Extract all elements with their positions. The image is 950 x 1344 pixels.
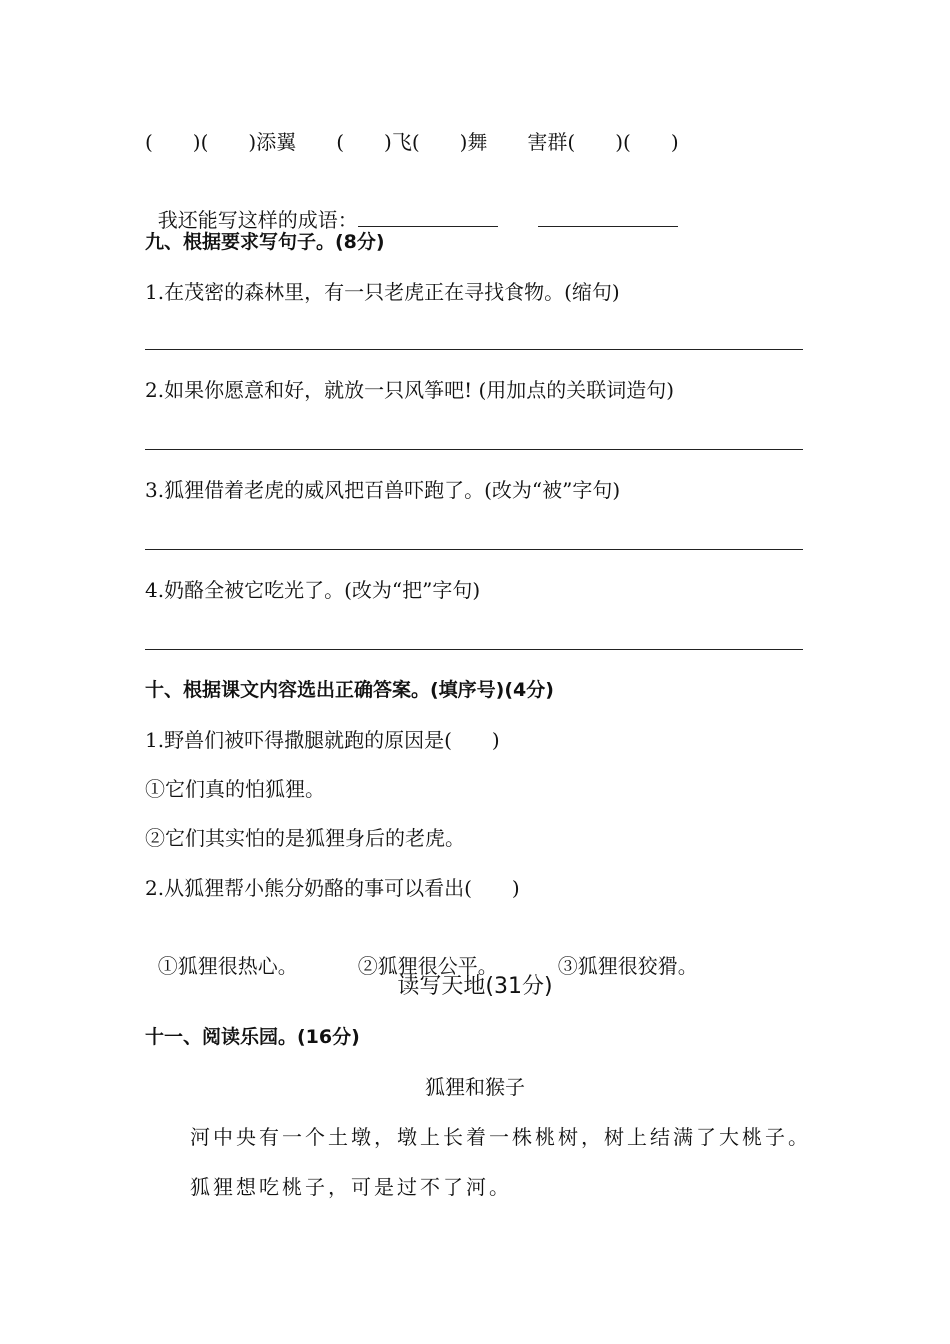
- part-title: 读写天地(31分): [397, 974, 553, 999]
- s10-q2-option-1: ①狐狸很热心。: [157, 954, 298, 978]
- story-paragraph-1: 河中央有一个土墩，墩上长着一株桃树，树上结满了大桃子。: [190, 1125, 811, 1149]
- s9-question-4: 4.奶酪全被它吃光了。(改为“把”字句): [145, 578, 481, 602]
- s10-q2-option-3: ③狐狸很狡猾。: [557, 954, 698, 978]
- section-9-title: 九、根据要求写句子。(8分): [145, 231, 385, 253]
- s9-question-2: 2.如果你愿意和好，就放一只风筝吧! (用加点的关联词造句): [145, 378, 675, 402]
- s9-question-3: 3.狐狸借着老虎的威风把百兽吓跑了。(改为“被”字句): [145, 478, 621, 502]
- s9-answer-line-1[interactable]: [145, 349, 803, 350]
- section-11-title: 十一、阅读乐园。(16分): [145, 1026, 360, 1048]
- section-10-title: 十、根据课文内容选出正确答案。(填序号)(4分): [145, 679, 554, 701]
- s10-q1-option-2: ②它们其实怕的是狐狸身后的老虎。: [145, 826, 465, 850]
- more-idioms-row: [145, 178, 678, 234]
- more-idioms-label: 我还能写这样的成语：: [157, 208, 358, 232]
- idiom-blank-2[interactable]: [538, 206, 678, 227]
- s9-answer-line-2[interactable]: [145, 449, 803, 450]
- story-title: 狐狸和猴子: [425, 1075, 525, 1099]
- s10-question-2: 2.从狐狸帮小熊分奶酪的事可以看出( ): [145, 876, 520, 900]
- idiom-blank-1[interactable]: [358, 206, 498, 227]
- s10-q2-option-2: ②狐狸很公平。: [357, 954, 498, 978]
- idiom-row: ( )( )添翼 ( )飞( )舞 害群( )( ): [145, 130, 679, 154]
- s10-question-1: 1.野兽们被吓得撒腿就跑的原因是( ): [145, 728, 500, 752]
- s9-question-1: 1.在茂密的森林里，有一只老虎正在寻找食物。(缩句): [145, 280, 620, 304]
- s9-answer-line-4[interactable]: [145, 649, 803, 650]
- s9-answer-line-3[interactable]: [145, 549, 803, 550]
- story-paragraph-2: 狐狸想吃桃子，可是过不了河。: [190, 1175, 512, 1199]
- s10-q1-option-1: ①它们真的怕狐狸。: [145, 777, 325, 801]
